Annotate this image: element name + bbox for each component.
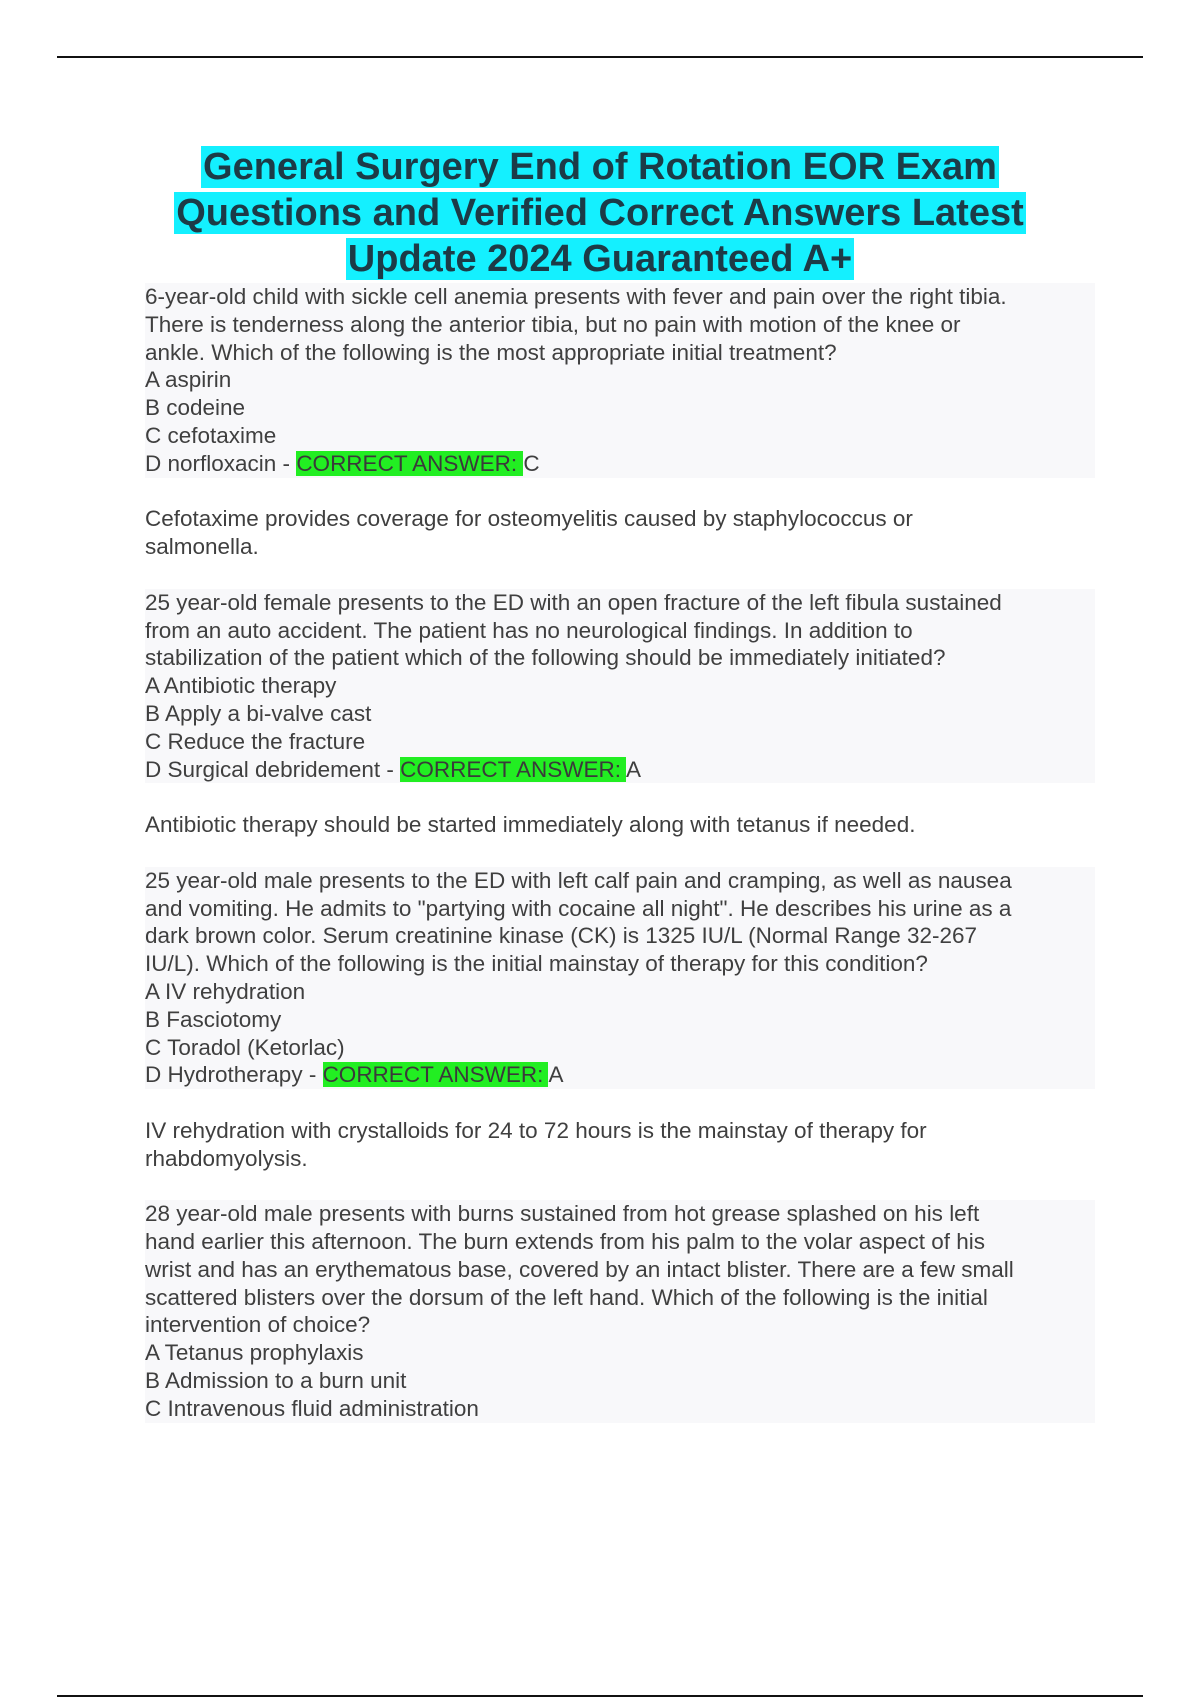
explanation-line: salmonella. bbox=[145, 534, 259, 560]
question-3-explanation bbox=[145, 1117, 1095, 1173]
correct-answer-value: C bbox=[523, 450, 540, 476]
correct-answer-value: A bbox=[626, 756, 642, 782]
question-3-stem-line: and vomiting. He admits to "partying with cocaine all night". He describes his urine as a bbox=[145, 895, 1012, 921]
question-2 bbox=[145, 589, 1095, 784]
document-body bbox=[145, 283, 1095, 1423]
question-2-option-b: B Apply a bi-valve cast bbox=[145, 700, 372, 726]
question-3 bbox=[145, 867, 1095, 1089]
explanation-line: rhabdomyolysis. bbox=[145, 1145, 308, 1171]
question-3-option-d bbox=[145, 1061, 1095, 1089]
correct-answer-label: CORRECT ANSWER: bbox=[296, 450, 524, 476]
question-2-stem-line: stabilization of the patient which of the following should be immediately initiated? bbox=[145, 645, 946, 671]
correct-answer-label: CORRECT ANSWER: bbox=[322, 1062, 549, 1088]
question-3-option-c: C Toradol (Ketorlac) bbox=[145, 1034, 345, 1060]
document-title bbox=[100, 144, 1100, 282]
question-1-option-d-text: D norfloxacin - bbox=[145, 450, 297, 476]
correct-answer-value: A bbox=[548, 1062, 564, 1088]
question-3-stem-line: dark brown color. Serum creatinine kinase (CK) is 1325 IU/L (Normal Range 32-267 bbox=[145, 923, 978, 949]
question-4-stem-line: scattered blisters over the dorsum of the left hand. Which of the following is the initial bbox=[145, 1284, 988, 1310]
question-4-option-a: A Tetanus prophylaxis bbox=[145, 1340, 364, 1366]
question-4-stem-line: 28 year-old male presents with burns sustained from hot grease splashed on his left bbox=[145, 1201, 980, 1227]
spacer bbox=[145, 478, 1095, 506]
explanation-line: Antibiotic therapy should be started immediately along with tetanus if needed. bbox=[145, 812, 916, 838]
question-1-option-c: C cefotaxime bbox=[145, 422, 277, 448]
question-1-stem-line: 6-year-old child with sickle cell anemia presents with fever and pain over the right tibia. bbox=[145, 284, 1007, 309]
question-2-stem-line: from an auto accident. The patient has no neurological findings. In addition to bbox=[145, 617, 913, 643]
question-2-option-c: C Reduce the fracture bbox=[145, 728, 366, 754]
question-1-stem-line: There is tenderness along the anterior tibia, but no pain with motion of the knee or bbox=[145, 311, 961, 337]
bottom-rule bbox=[57, 1695, 1143, 1697]
question-3-option-a: A IV rehydration bbox=[145, 978, 306, 1004]
title-line-3: Update 2024 Guaranteed A+ bbox=[347, 238, 853, 280]
explanation-line: IV rehydration with crystalloids for 24 to 72 hours is the mainstay of therapy for bbox=[145, 1117, 927, 1143]
question-1-option-a: A aspirin bbox=[145, 367, 232, 393]
question-2-option-a: A Antibiotic therapy bbox=[145, 673, 337, 699]
question-3-stem-line: 25 year-old male presents to the ED with left calf pain and cramping, as well as nausea bbox=[145, 867, 1012, 893]
question-3-stem-line: IU/L). Which of the following is the initial mainstay of therapy for this condition? bbox=[145, 951, 928, 977]
question-4-stem-line: intervention of choice? bbox=[145, 1312, 371, 1338]
question-2-stem-line: 25 year-old female presents to the ED with an open fracture of the left fibula sustained bbox=[145, 589, 1002, 615]
question-1-stem-line: ankle. Which of the following is the most appropriate initial treatment? bbox=[145, 339, 837, 365]
title-line-1: General Surgery End of Rotation EOR Exam bbox=[203, 146, 997, 188]
spacer bbox=[145, 783, 1095, 811]
question-1-option-d bbox=[145, 450, 1095, 478]
question-4-stem-line: wrist and has an erythematous base, covered by an intact blister. There are a few small bbox=[145, 1256, 1014, 1282]
question-1-option-b: B codeine bbox=[145, 395, 246, 421]
correct-answer-label: CORRECT ANSWER: bbox=[400, 756, 626, 782]
question-2-option-d-text: D Surgical debridement - bbox=[145, 756, 401, 782]
spacer bbox=[145, 1089, 1095, 1117]
spacer bbox=[145, 561, 1095, 589]
question-1 bbox=[145, 283, 1095, 478]
question-4 bbox=[145, 1200, 1095, 1422]
question-2-option-d bbox=[145, 756, 1095, 784]
question-4-option-b: B Admission to a burn unit bbox=[145, 1368, 407, 1394]
spacer bbox=[145, 839, 1095, 867]
title-line-2: Questions and Verified Correct Answers Latest bbox=[176, 192, 1024, 234]
spacer bbox=[145, 1173, 1095, 1201]
question-3-option-d-text: D Hydrotherapy - bbox=[145, 1062, 323, 1088]
question-4-stem-line: hand earlier this afternoon. The burn extends from his palm to the volar aspect of his bbox=[145, 1229, 986, 1255]
question-3-option-b: B Fasciotomy bbox=[145, 1006, 282, 1032]
explanation-line: Cefotaxime provides coverage for osteomyelitis caused by staphylococcus or bbox=[145, 506, 913, 532]
top-rule bbox=[57, 56, 1143, 58]
question-4-option-c: C Intravenous fluid administration bbox=[145, 1395, 479, 1421]
question-2-explanation bbox=[145, 811, 1095, 839]
question-1-explanation bbox=[145, 505, 1095, 561]
